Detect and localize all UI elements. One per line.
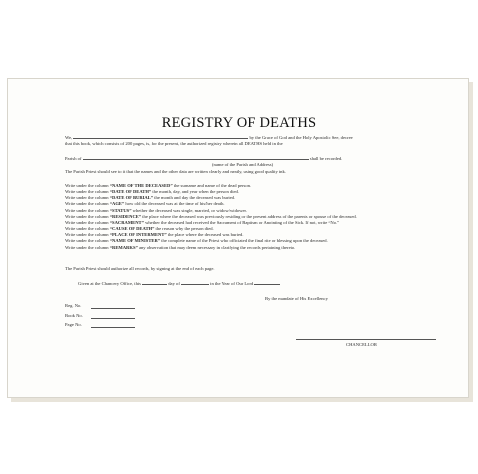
parish-caption: (name of the Parish and Address) xyxy=(212,162,274,167)
bishop-name-blank xyxy=(73,134,248,139)
reg-no-label: Reg. No. xyxy=(65,303,82,308)
chancellor-label: CHANCELLOR xyxy=(346,342,377,347)
column-name: “DATE OF DEATH” xyxy=(109,189,152,195)
month-blank xyxy=(181,280,209,285)
book-no-blank xyxy=(91,318,135,319)
given-line: Given at the Chancery Office, this day of in the Year of Our Lord xyxy=(78,280,280,287)
column-instruction: Write under the column “DATE OF DEATH” the month, day, and year when the person died. xyxy=(65,189,239,195)
column-instruction: Write under the column “STATUS” whether the deceased was single, married, or widow/widower. xyxy=(65,207,247,213)
authorize-note: The Parish Priest should authorize all records, by signing at the end of each page. xyxy=(65,266,215,271)
reg-no-blank xyxy=(91,308,135,309)
column-instruction: Write under the column “SACRAMENT” whether the deceased had received the Sacrament of Baptism or Anointing of the Sick. If not, write “No.” xyxy=(65,219,340,225)
column-name: “AGE” xyxy=(109,201,125,207)
parish-name-blank xyxy=(83,155,309,160)
column-instruction: Write under the column “RESIDENCE” the place where the deceased was previously residing or the present address of the parents or spouse of the deceased. xyxy=(65,213,357,219)
column-name: “REMARKS” xyxy=(109,244,138,250)
day-blank xyxy=(142,280,167,285)
column-instruction: Write under the column “PLACE OF INTERMENT” the place where the deceased was buried. xyxy=(65,232,244,238)
column-instruction: Write under the column “CAUSE OF DEATH” the reason why the person died. xyxy=(65,226,214,232)
column-name: “CAUSE OF DEATH” xyxy=(109,226,155,232)
column-name: “RESIDENCE” xyxy=(109,213,142,219)
parish-line: Parish of shall be recorded. xyxy=(65,156,343,161)
column-name: “DATE OF BURIAL” xyxy=(109,195,154,201)
document-title: REGISTRY OF DEATHS xyxy=(161,115,317,131)
column-instruction: Write under the column “NAME OF THE DECEASED” the surname and name of the dead person. xyxy=(65,183,252,188)
column-instruction: Write under the column “DATE OF BURIAL” the month and day the deceased was buried. xyxy=(65,195,236,201)
column-name: “PLACE OF INTERMENT” xyxy=(109,232,167,238)
column-name: “SACRAMENT” xyxy=(109,219,144,225)
column-name: “STATUS” xyxy=(109,207,132,213)
column-instruction: Write under the column “NAME OF MINISTER” the complete name of the Priest who officiated the final rite or blessing upon the deceased. xyxy=(65,238,328,244)
year-blank xyxy=(254,280,280,285)
chancellor-signature-line xyxy=(296,339,436,340)
mandate-text: By the mandate of His Excellency xyxy=(265,296,328,301)
decree-line-2: that this book, which consists of 200 pages, is, for the present, the authorized registry wherein all DEATHS held in the xyxy=(65,141,283,146)
column-instruction: Write under the column “AGE” how old the deceased was at the time of his/her death. xyxy=(65,201,225,207)
column-name: “NAME OF MINISTER” xyxy=(109,238,161,244)
page-no-blank xyxy=(91,327,135,328)
book-no-label: Book No. xyxy=(65,313,83,318)
priest-note: The Parish Priest should see to it that the names and the other data are written clearly and neatly, using good quality ink. xyxy=(65,169,286,174)
page-no-label: Page No. xyxy=(65,322,82,327)
column-name: “NAME OF THE DECEASED” xyxy=(109,183,173,188)
decree-line-1: We, by the Grace of God and the Holy Apostolic See, decree xyxy=(65,135,353,140)
column-instruction: Write under the column “REMARKS” any observation that may deem necessary in clarifying the records pertaining thereto. xyxy=(65,244,296,250)
